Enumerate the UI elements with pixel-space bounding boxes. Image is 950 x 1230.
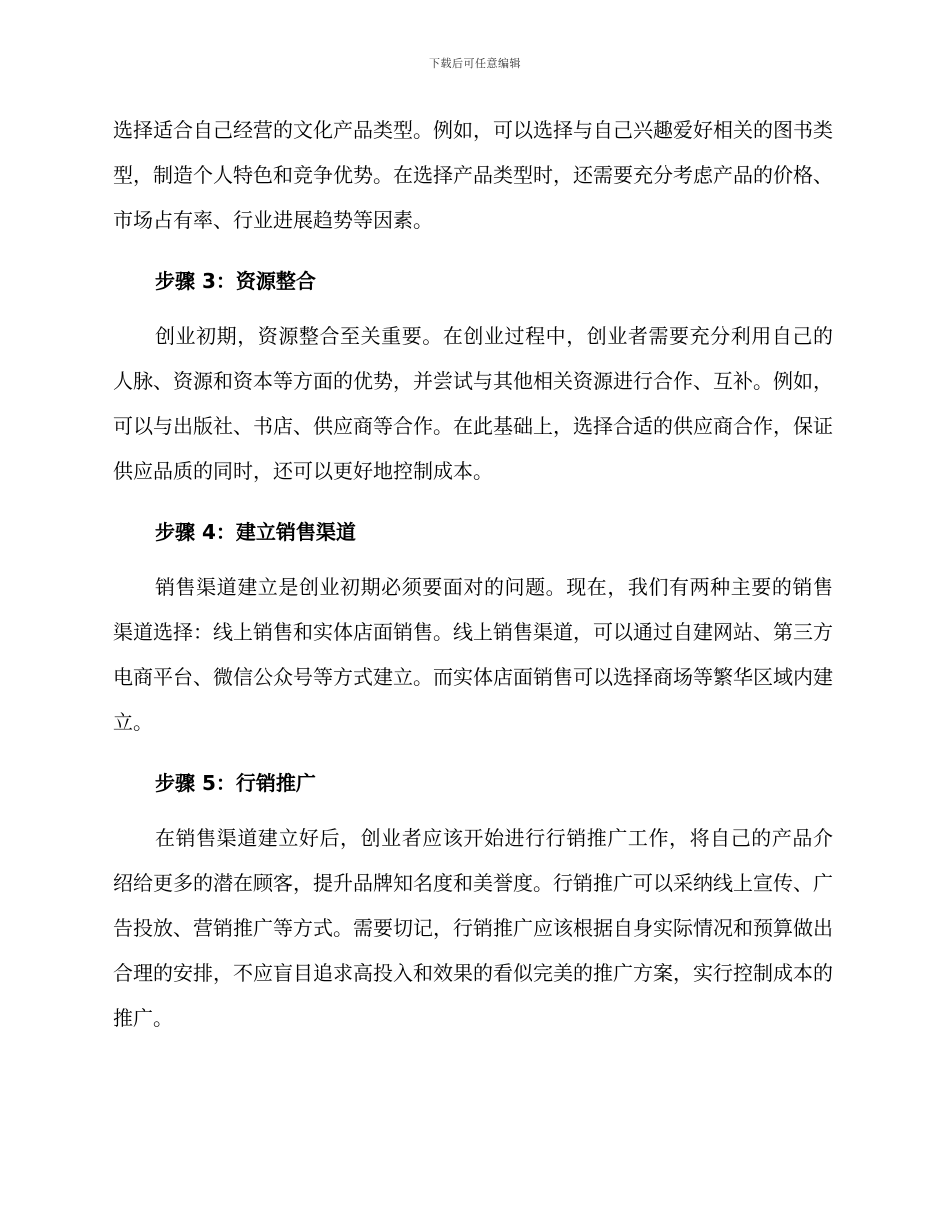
section-body-step-4: 销售渠道建立是创业初期必须要面对的问题。现在，我们有两种主要的销售渠道选择：线上销售和实体店面销售。线上销售渠道，可以通过自建网站、第三方电商平台、微信公众号等方式建立。而实体店面销售可以选择商场等繁华区域内建立。 — [113, 575, 833, 734]
section-body-step-3: 创业初期，资源整合至关重要。在创业过程中，创业者需要充分利用自己的人脉、资源和资本等方面的优势，并尝试与其他相关资源进行合作、互补。例如，可以与出版社、书店、供应商等合作。在此基础上，选择合适的供应商合作，保证供应品质的同时，还可以更好地控制成本。 — [113, 324, 833, 483]
page-header-note: 下载后可任意编辑 — [429, 57, 521, 70]
intro-paragraph: 选择适合自己经营的文化产品类型。例如，可以选择与自己兴趣爱好相关的图书类型，制造个人特色和竞争优势。在选择产品类型时，还需要充分考虑产品的价格、市场占有率、行业进展趋势等因素。 — [113, 118, 833, 232]
section-heading-step-3: 步骤 3：资源整合 — [155, 269, 316, 293]
section-heading-step-4: 步骤 4：建立销售渠道 — [155, 520, 356, 544]
section-heading-step-5: 步骤 5：行销推广 — [155, 771, 316, 795]
document-body — [113, 108, 833, 1041]
section-body-step-5: 在销售渠道建立好后，创业者应该开始进行行销推广工作，将自己的产品介绍给更多的潜在顾客，提升品牌知名度和美誉度。行销推广可以采纳线上宣传、广告投放、营销推广等方式。需要切记，行销推广应该根据自身实际情况和预算做出合理的安排，不应盲目追求高投入和效果的看似完美的推广方案，实行控制成本的推广。 — [113, 826, 833, 1030]
